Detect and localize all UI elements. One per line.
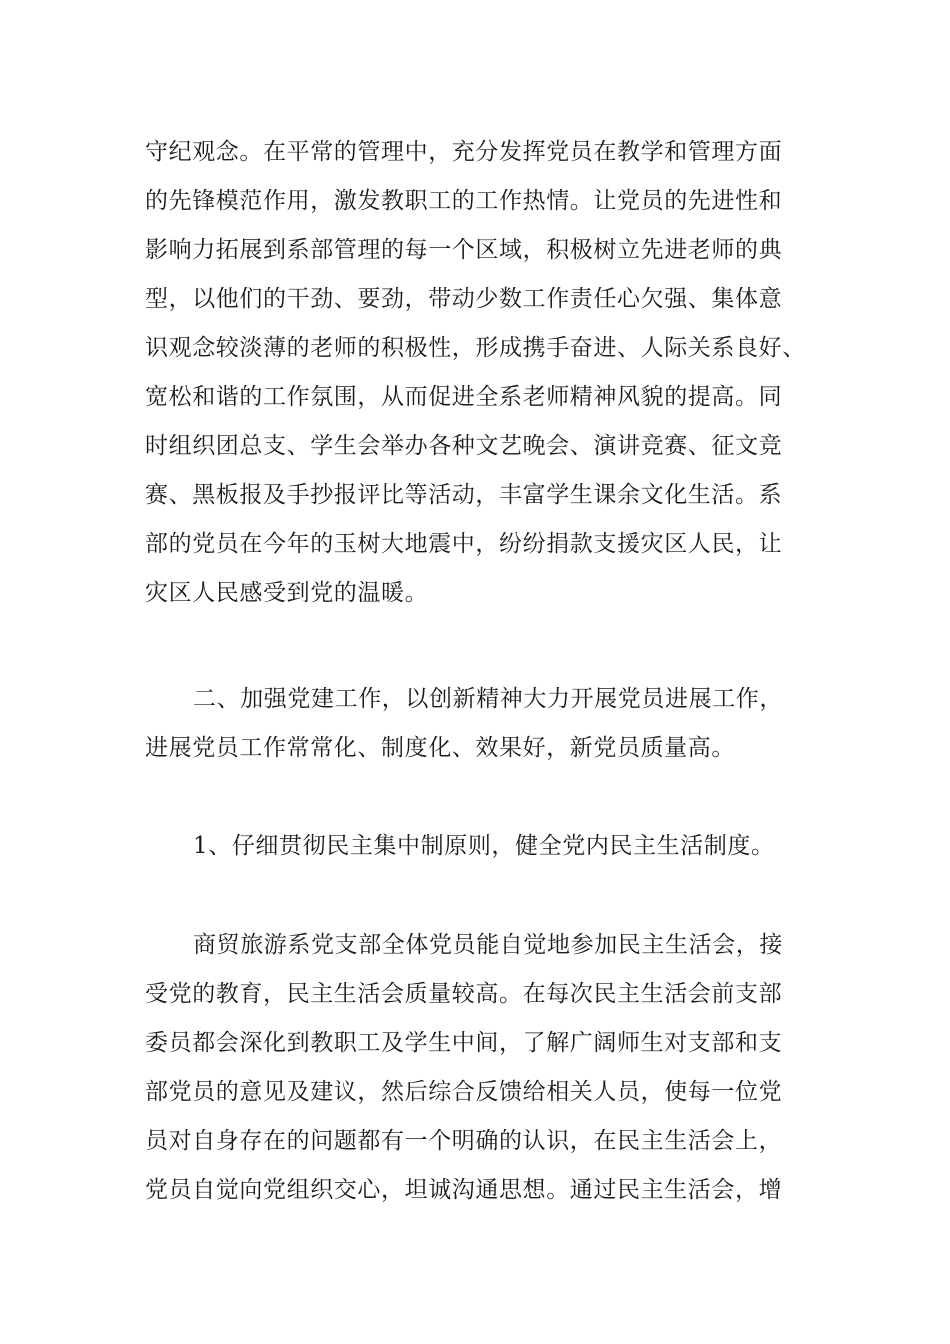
text-line: 部的党员在今年的玉树大地震中，纷纷捐款支援灾区人民，让	[145, 531, 783, 557]
text-line: 时组织团总支、学生会举办各种文艺晚会、演讲竞赛、征文竞	[145, 433, 783, 459]
text-line: 商贸旅游系党支部全体党员能自觉地参加民主生活会，接	[193, 932, 783, 958]
section-heading-party-building	[145, 675, 810, 773]
subsection-heading-democratic-centralism	[145, 822, 810, 871]
text-line: 进展党员工作常常化、制度化、效果好，新党员质量高。	[145, 735, 735, 761]
text-line: 型，以他们的干劲、要劲，带动少数工作责任心欠强、集体意	[145, 286, 783, 312]
text-line: 部党员的意见及建议，然后综合反馈给相关人员，使每一位党	[145, 1079, 783, 1105]
text-line: 灾区人民感受到党的温暖。	[145, 580, 429, 606]
text-line: 党员自觉向党组织交心，坦诚沟通思想。通过民主生活会，增	[145, 1177, 783, 1203]
text-line: 1、仔细贯彻民主集中制原则，健全党内民主生活制度。	[193, 833, 775, 859]
text-line: 守纪观念。在平常的管理中，充分发挥党员在教学和管理方面	[145, 139, 783, 165]
text-line: 员对自身存在的问题都有一个明确的认识，在民主生活会上，	[145, 1128, 783, 1154]
text-line: 的先锋模范作用，激发教职工的工作热情。让党员的先进性和	[145, 188, 783, 214]
text-line: 委员都会深化到教职工及学生中间，了解广阔师生对支部和支	[145, 1030, 783, 1056]
paragraph-discipline-awareness	[145, 128, 810, 618]
text-line: 影响力拓展到系部管理的每一个区域，积极树立先进老师的典	[145, 237, 783, 263]
text-line: 识观念较淡薄的老师的积极性，形成携手奋进、人际关系良好、	[145, 335, 806, 361]
text-line: 受党的教育，民主生活会质量较高。在每次民主生活会前支部	[145, 981, 783, 1007]
text-line: 二、加强党建工作，以创新精神大力开展党员进展工作，	[193, 686, 783, 712]
text-line: 赛、黑板报及手抄报评比等活动，丰富学生课余文化生活。系	[145, 482, 783, 508]
text-line: 宽松和谐的工作氛围，从而促进全系老师精神风貌的提高。同	[145, 384, 783, 410]
paragraph-democratic-life-meeting	[145, 921, 810, 1215]
